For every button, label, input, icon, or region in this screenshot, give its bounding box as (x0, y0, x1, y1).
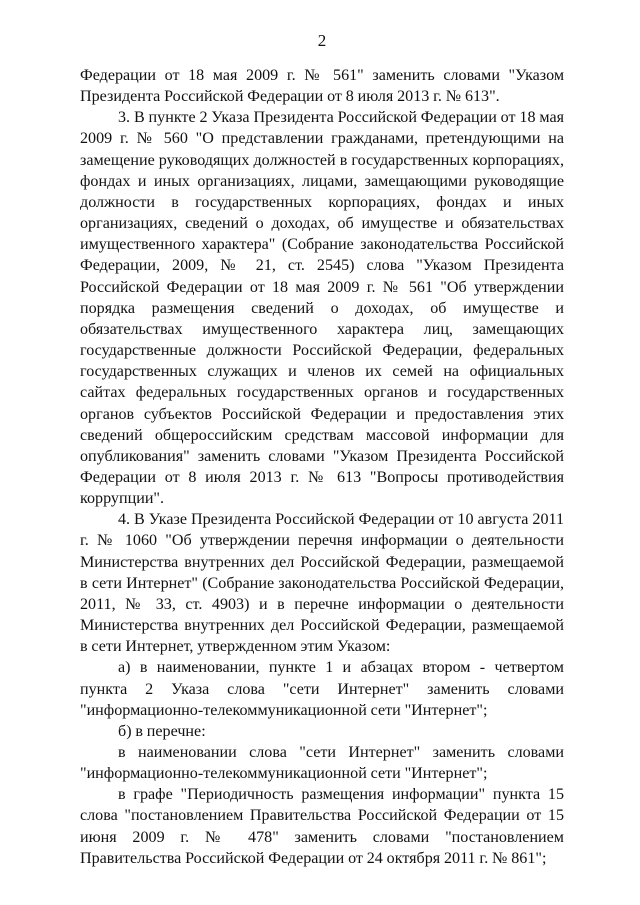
document-page (80, 30, 564, 869)
paragraph-continuation: Федерации от 18 мая 2009 г. № 561" заменить словами "Указом Президента Российской Федерации от 8 июля 2013 г. № 613". (80, 67, 564, 106)
paragraph-periodicity-change: в графе "Периодичность размещения информации" пункта 15 слова "постановлением Правительства Российской Федерации от 15 июня 2009 г. № 478" заменить словами "постановлением Правительства Российской Федерации от 24 октября 2011 г. № 861"; (80, 786, 564, 867)
paragraph-item-3: 3. В пункте 2 Указа Президента Российской Федерации от 18 мая 2009 г. № 560 "О представлении гражданами, претендующими на замещение руководящих должностей в государственных корпорациях, фондах и иных организациях, лицами, замещающими руководящие должности в государственных корпорациях, фондах и иных организациях, сведений о доходах, об имуществе и обязательствах имущественного характера" (Собрание законодательства Российской Федерации, 2009, № 21, ст. 2545) слова "Указом Президента Российской Федерации от 18 мая 2009 г. № 561 "Об утверждении порядка размещения сведений о доходах, об имуществе и обязательствах имущественного характера лиц, замещающих государственные должности Российской Федерации, федеральных государственных служащих и членов их семей на официальных сайтах федеральных государственных органов и государственных органов субъектов Российской Федерации и предоставления этих сведений общероссийским средствам массовой информации для опубликования" заменить словами "Указом Президента Российской Федерации от 8 июля 2013 г. № 613 "Вопросы противодействия коррупции". (80, 109, 564, 508)
paragraph-subitem-a: а) в наименовании, пункте 1 и абзацах втором - четвертом пункта 2 Указа слова "сети Интернет" заменить словами "информационно-телекоммуникационной сети "Интернет"; (80, 659, 564, 719)
paragraph-item-4: 4. В Указе Президента Российской Федерации от 10 августа 2011 г. № 1060 "Об утверждении перечня информации о деятельности Министерства внутренних дел Российской Федерации, размещаемой в сети Интернет" (Собрание законодательства Российской Федерации, 2011, № 33, ст. 4903) и в перечне информации о деятельности Министерства внутренних дел Российской Федерации, размещаемой в сети Интернет, утвержденном этим Указом: (80, 511, 564, 656)
paragraph-subitem-b: б) в перечне: (118, 722, 206, 740)
paragraph-naming-change: в наименовании слова "сети Интернет" заменить словами "информационно-телекоммуникационной сети "Интернет"; (80, 744, 564, 783)
page-number: 2 (317, 31, 327, 50)
